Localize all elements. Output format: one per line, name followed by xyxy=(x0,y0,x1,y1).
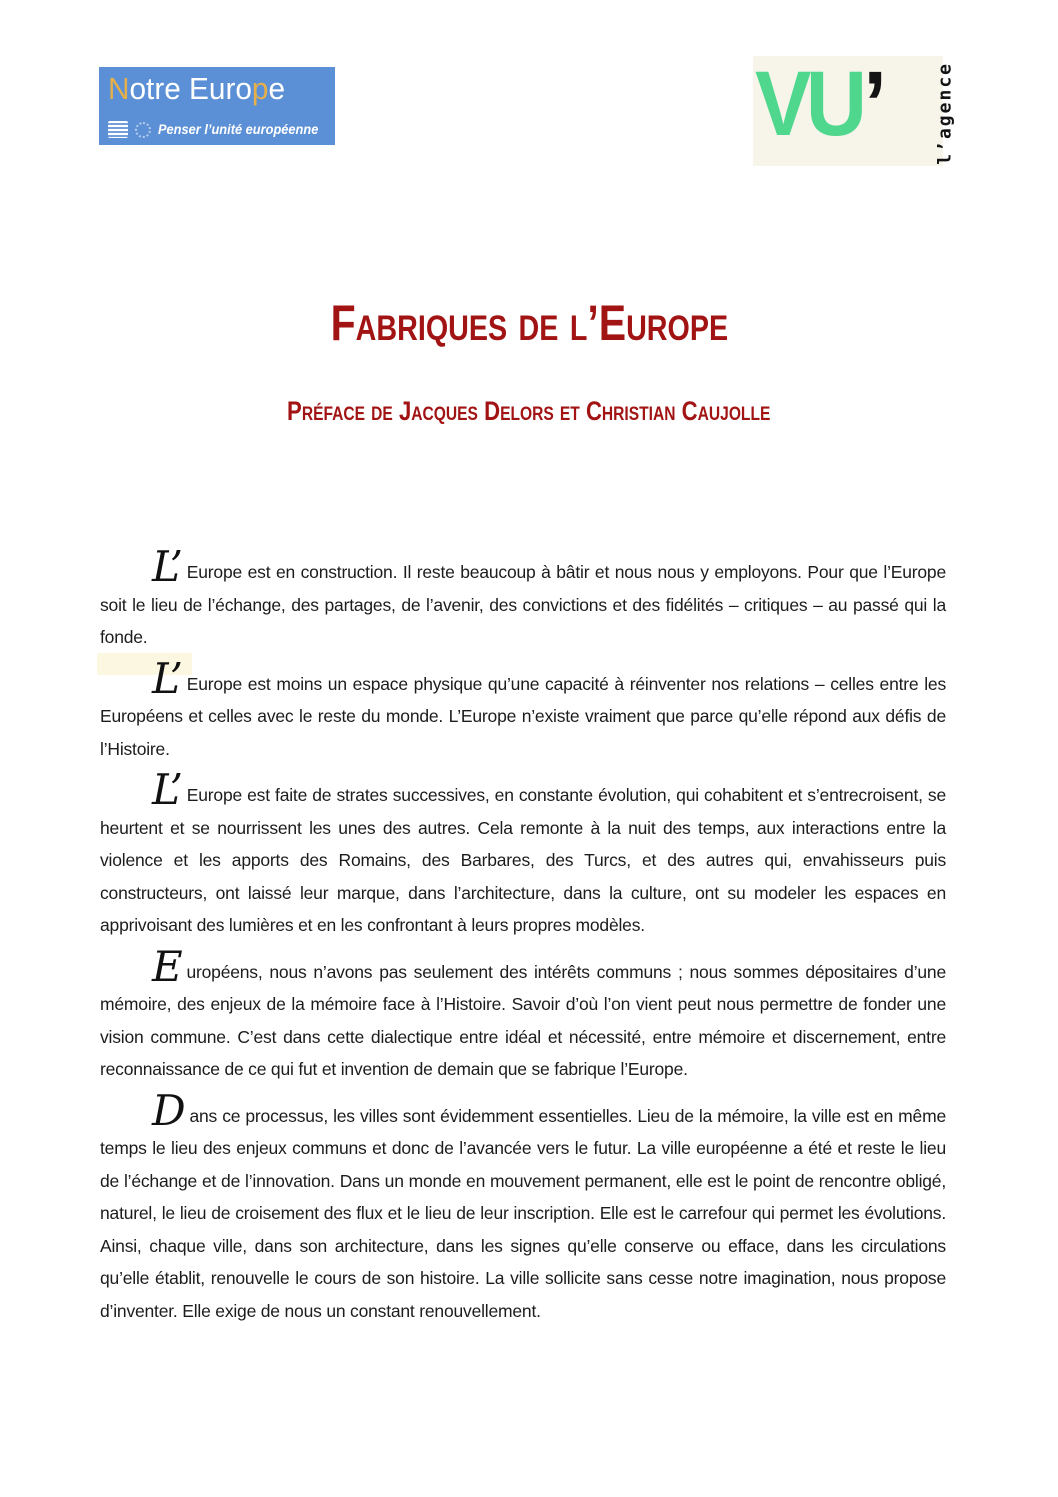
paragraph xyxy=(100,1085,946,1328)
wordmark-letters-mid: otre Euro xyxy=(129,71,252,106)
vu-agence-logo xyxy=(753,53,956,166)
body-paragraphs xyxy=(100,542,946,1341)
paragraph-text: ans ce processus, les villes sont évidemment essentielles. Lieu de la mémoire, la ville est en même temps le lieu des enjeux communs et donc de l’avancée vers le futur. La ville européenne a été et reste le lieu de l’échange et de l’innovation. Dans un monde en mouvement permanent, elle est le point de rencontre obligé, naturel, le lieu de croisement des flux et le lieu de leur inscription. Elle est le carrefour qui permet les évolutions. Ainsi, chaque ville, dans son architecture, dans les signes qu’elle conserve ou efface, dans les circulations qu’elle établit, renouvelle le cours de son histoire. La ville sollicite sans cesse notre imagination, nous propose d’inventer. Elle exige de nous un constant renouvellement. xyxy=(100,1105,946,1321)
wordmark-letter-n: N xyxy=(108,71,130,106)
eu-stars-circle-icon xyxy=(135,122,151,138)
paragraph-text: Europe est faite de strates successives, en constante évolution, qui cohabitent et s’entrecroisent, se heurtent et se nourrissent les unes des autres. Cela remonte à la nuit des temps, aux interactions entre la violence et les apports des Romains, des Barbares, des Turcs, et des autres qui, envahisseurs puis constructeurs, ont laissé leur marque, dans l’architecture, dans la culture, ont su modeler les espaces en apprivoisant des lumières et en les confrontant à leurs propres modèles. xyxy=(100,785,946,935)
wordmark-letter-p: p xyxy=(251,71,269,106)
vu-wordmark xyxy=(755,52,881,157)
notre-europe-wordmark xyxy=(108,73,318,105)
paragraph xyxy=(100,765,946,942)
drop-cap-initial: L’ xyxy=(152,542,183,591)
page-title xyxy=(0,294,1058,352)
paragraph xyxy=(100,941,946,1086)
paragraph xyxy=(100,542,946,654)
notre-europe-tagline: Penser l’unité européenne xyxy=(158,122,319,137)
drop-cap-initial: L’ xyxy=(152,765,183,814)
wordmark-letter-e: e xyxy=(268,71,286,106)
page-subtitle-text: Préface de Jacques Delors et Christian Caujolle xyxy=(287,396,771,426)
paragraph xyxy=(100,653,946,766)
paragraph-text: Europe est en construction. Il reste beaucoup à bâtir et nous nous y employons. Pour que l’Europe soit le lieu de l’échange, des partages, de l’avenir, des convictions et des fidélités – critiques – au passé qui la fonde. xyxy=(100,562,946,647)
document-lines-icon xyxy=(108,121,128,138)
vu-apostrophe: ’ xyxy=(863,53,882,155)
vu-letters: VU xyxy=(755,53,862,155)
paragraph-text: Europe est moins un espace physique qu’une capacité à réinventer nos relations – celles entre les Européens et celles avec le reste du monde. L’Europe n’existe vraiment que parce qu’elle répond aux défis de l’Histoire. xyxy=(100,673,946,759)
notre-europe-logo xyxy=(99,67,329,145)
vu-agence-vertical-label: l’agence xyxy=(935,62,956,165)
drop-cap-initial: L’ xyxy=(152,653,183,703)
page-subtitle xyxy=(0,396,1058,427)
page-title-text: Fabriques de l’Europe xyxy=(330,295,728,351)
drop-cap-initial: D xyxy=(152,1085,186,1135)
notre-europe-logo-background xyxy=(99,67,335,145)
notre-europe-tagline-row xyxy=(108,121,327,138)
paragraph-text: uropéens, nous n’avons pas seulement des intérêts communs ; nous sommes dépositaires d’une mémoire, des enjeux de la mémoire face à l’Histoire. Savoir d’où l’on vient peut nous permettre de fonder une vision commune. C’est dans cette dialectique entre idéal et nécessité, entre mémoire et discernement, entre reconnaissance de ce qui fut et invention de demain que se fabrique l’Europe. xyxy=(100,961,946,1079)
drop-cap-initial: E xyxy=(152,941,183,991)
